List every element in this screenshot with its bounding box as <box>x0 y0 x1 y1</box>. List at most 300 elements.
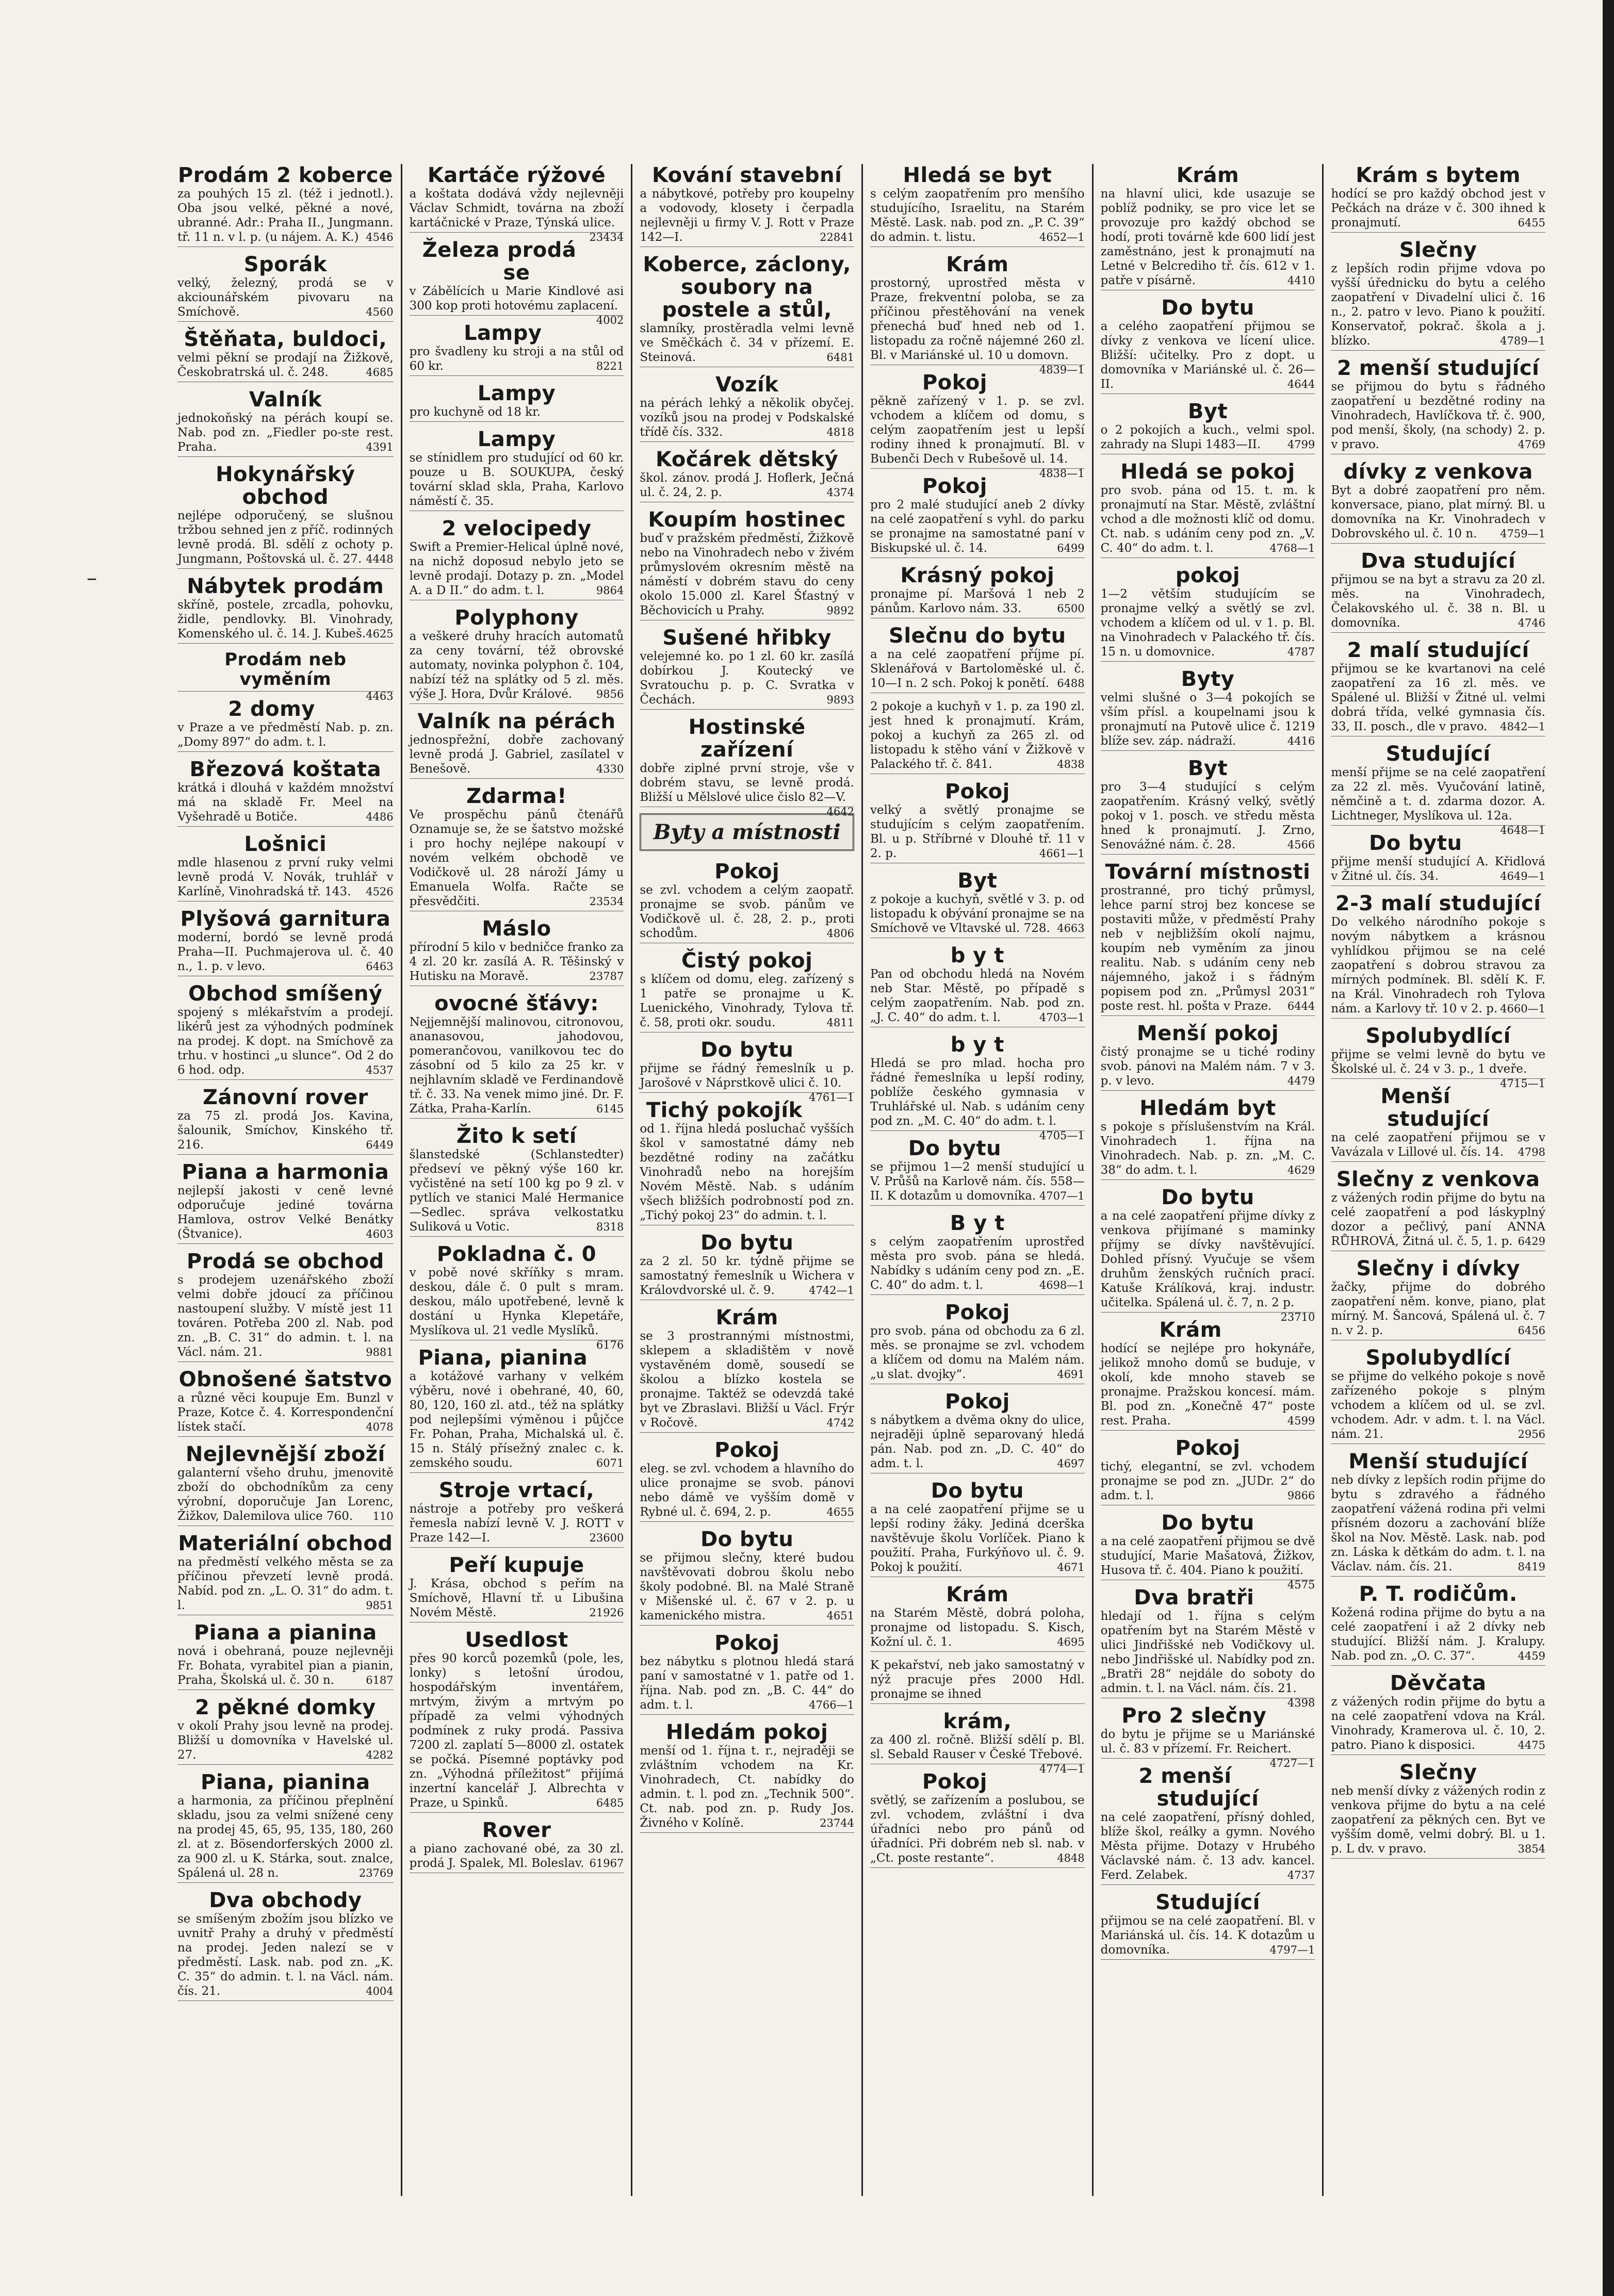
ad-body <box>1331 1130 1545 1162</box>
classified-ad <box>1101 400 1315 454</box>
ad-number: 6463 <box>366 960 394 973</box>
ad-text: J. Krása, obchod s peřím na Smíchově, Hlavní tř. u Libušina Novém Městě. <box>409 1577 624 1619</box>
classified-ad <box>640 1306 854 1433</box>
ad-body <box>640 883 854 943</box>
ad-number: 9864 <box>596 584 624 597</box>
ad-body <box>1101 1914 1315 1960</box>
ad-body <box>177 411 394 457</box>
ad-body <box>410 1842 624 1873</box>
ad-body <box>410 451 624 511</box>
classified-ad <box>1101 668 1315 751</box>
ad-text: z vážených rodin přijme do bytu na celé zaopatření a pod láskyplný dozor a pečlivý, paní ANNA RŮHROVÁ, Žitná ul. č. 5, 1. p. <box>1331 1191 1545 1248</box>
ad-number: 6176 <box>596 1339 624 1351</box>
ad-heading: Spolubydlící <box>1365 1346 1511 1370</box>
ad-number: 4660—1 <box>1500 1003 1545 1015</box>
ad-number: 4811 <box>826 1016 854 1029</box>
classified-ad <box>640 1099 854 1225</box>
ad-text: a celého zaopatření přijmou se dívky z venkova ve lícení ulice. Bližší: učitelky. Pro z dopt. u domovníka v Mariánské ul. č. 26—II. <box>1100 320 1315 391</box>
ad-text: a na celé zaopatření přijmou se dvě studující, Marie Mašatová, Žižkov, Husova tř. č. 404. Piano k použití. <box>1100 1535 1315 1577</box>
classified-ad <box>177 1250 394 1362</box>
classified-ad <box>410 1125 624 1237</box>
ad-body <box>410 1369 624 1473</box>
ad-text: do bytu je přijme se u Mariánské ul. č. 83 v přízemí. Fr. Reichert. <box>1100 1728 1315 1756</box>
ad-heading: Rover <box>482 1818 551 1842</box>
ad-number: 4789—1 <box>1500 335 1545 347</box>
ad-body <box>1100 1609 1315 1709</box>
ad-text: z lepších rodin přijme vdova po vyšší úřednicku do bytu a celého zaopatření v Divadelní ulici č. 16 n., 2. patro v levo. Piano k použití. Konservatoř, pokrač. škola a j. blízko. <box>1331 262 1545 348</box>
classified-ad <box>640 509 854 620</box>
ad-number: 4330 <box>596 763 624 775</box>
ad-number: 4685 <box>366 366 394 379</box>
classified-ad <box>177 1889 394 2001</box>
ad-heading: Polyphony <box>454 606 579 630</box>
ad-heading: Žito k setí <box>456 1124 577 1148</box>
ad-body <box>640 1122 854 1225</box>
ad-heading: Byt <box>1187 400 1228 423</box>
classified-ad <box>177 833 394 901</box>
classified-ad <box>640 1528 854 1626</box>
ad-number: 4799 <box>1287 438 1315 451</box>
classified-ad <box>177 328 394 382</box>
classified-ad <box>1101 1097 1315 1180</box>
ad-body <box>640 761 854 818</box>
classified-ad <box>870 625 1085 693</box>
ad-heading: krám, <box>943 1710 1012 1733</box>
ad-body <box>1101 483 1315 558</box>
ad-heading: Menší pokoj <box>1136 1022 1279 1045</box>
ad-body <box>1331 662 1545 736</box>
ad-body <box>870 1324 1085 1384</box>
ad-text: velmi slušné o 3—4 pokojích se vším přísl. a koupelnami jsou k pronajmutí na Putově ulice č. 1219 blíže sev. záp. nádraží. <box>1100 691 1315 748</box>
classified-ad <box>640 715 854 818</box>
ad-heading: Koberce, záclony, soubory na postele a stůl, <box>643 253 851 322</box>
ad-body <box>410 629 624 704</box>
ad-heading: Sporák <box>243 253 327 276</box>
ad-heading: Do bytu <box>1161 1186 1254 1209</box>
ad-heading: Kočárek dětský <box>656 448 839 471</box>
ad-heading: Pokoj <box>922 474 987 498</box>
ad-number: 4806 <box>826 927 854 940</box>
ad-body <box>410 345 624 376</box>
ad-heading: Prodám neb vyměním <box>224 649 347 690</box>
ad-text: K pekařství, neb jako samostatný v nýž pracuje přes 2000 Hdl. pronajme se ihned <box>870 1659 1085 1701</box>
ad-text: přijmou se na byt a stravu za 20 zl. měs. na Vinohradech, Čelakovského ul. č. 38 n. Bl. u domovníka. <box>1331 573 1545 630</box>
ad-body <box>177 351 394 382</box>
classified-ad <box>1331 1347 1545 1444</box>
ad-number: 4374 <box>826 486 854 499</box>
classified-ad <box>870 371 1085 480</box>
ad-text: za 400 zl. ročně. Bližší sdělí p. Bl. sl. Sebald Rauser v České Třebové. <box>870 1733 1085 1761</box>
ad-number: 4671 <box>1057 1561 1085 1573</box>
ad-body <box>1331 572 1545 633</box>
ad-text: přijme se velmi levně do bytu ve Školské ul. č. 24 v 3. p., 1 dveře. <box>1331 1048 1545 1076</box>
classified-ad <box>410 1554 624 1622</box>
ad-heading: Do bytu <box>700 1038 794 1062</box>
ad-text: se smíšeným zbožím jsou blízko ve uvnitř Prahy a druhý v předměstí na prodej. Jeden nalezí se v předměstí. Lask. nab. pod zn. „K. C. 35“ do admin. t. l. na Václ. nám. čís. 21. <box>177 1912 394 1998</box>
ad-body <box>410 733 624 779</box>
ad-heading: dívky z venkova <box>1343 460 1533 484</box>
ad-text: Pan od obchodu hledá na Novém neb Star. Městě, po případě s celým zaopatřením. Nab. pod zn. „J. C. 40“ do adm. t. l. <box>870 967 1085 1024</box>
ad-text: krátká i dlouhá v každém množství má na skladě Fr. Meel na Vyšehradě u Botiče. <box>177 781 394 824</box>
classified-ad <box>1331 461 1545 544</box>
ad-number: 4078 <box>366 1421 394 1433</box>
ad-text: se přijme do velkého pokoje s nově zařízeného pokoje s plným vchodem a klíčem od ul. se zvl. vchodem. Adr. v adm. t. l. na Václ. nám. 21. <box>1331 1370 1545 1441</box>
ad-body <box>870 1606 1085 1652</box>
ad-text: nejlépe odporučený, se slušnou tržbou sehned jen z příč. rodinných levně prodá. Bl. sdělí z ochoty p. Jungmann, Poštovská ul. č. 27. <box>177 509 394 566</box>
classified-ad <box>870 1710 1085 1775</box>
ad-number: 4410 <box>1287 274 1315 287</box>
ad-number: 23600 <box>589 1532 624 1544</box>
classified-ad <box>1101 1765 1315 1885</box>
ad-text: hledají od 1. října s celým opatřením byt na Starém Městě v ulici Jindřišské neb Vodičkovy ul. nebo Jindřišské ul. Nabídky pod zn. „Bratři 28“ nejdále do soboty do admin. t. l. na Václ. nám. čís. 21. <box>1100 1610 1315 1695</box>
ad-heading: Do bytu <box>700 1231 794 1255</box>
ad-number: 4759—1 <box>1500 528 1545 540</box>
ad-heading: Lampy <box>477 382 556 405</box>
ad-text: a na celé zaopatření přijme se u lepší rodiny žáky. Jediná dcerška navštěvuje školu Vorlíček. Piano k použití. Praha, Furkýňovo ul. č. 9. Pokoj k použití. <box>870 1503 1085 1574</box>
ad-text: žačky, přijme do dobrého zaopatření něm. konve, piano, plat mírný. M. Šancová, Spálená ul. č. 7 n. v 2. p. <box>1331 1281 1545 1337</box>
ad-text: s pokoje s příslušenstvím na Král. Vinohradech 1. října na Vinohradech. Nab. p. zn. „M. C. 38“ do adm. t. l. <box>1100 1120 1315 1177</box>
classified-ad <box>870 1658 1085 1704</box>
ad-heading: Štěňata, buldoci, <box>184 327 387 351</box>
classified-ad <box>177 758 394 827</box>
ad-heading: Hledám byt <box>1139 1096 1276 1120</box>
classified-ad <box>640 1439 854 1522</box>
ad-text: s prodejem uzenářského zboží velmi dobře jdoucí za příčinou nastoupení služby. V místě jest 11 továren. Potřeba 200 zl. Nab. pod zn. „B. C. 31“ do admin. t. l. na Václ. nám. 21. <box>177 1273 394 1359</box>
column-3 <box>631 164 861 2196</box>
classified-ad <box>177 982 394 1080</box>
classified-ad <box>1101 1022 1315 1091</box>
classified-ad <box>640 373 854 442</box>
ad-heading: b y t <box>950 1033 1004 1057</box>
ad-number: 4486 <box>366 811 394 823</box>
ad-heading: 2-3 malí studující <box>1335 892 1541 915</box>
ad-text: Nejjemnější malinovou, citronovou, ananasovou, jahodovou, pomerančovou, vanilkovou tec do zásobní od 5 kilo za 25 kr. v nejhlavním skladě ve Ferdinandově tř. č. 33. Na venek mimo jiné. Dr. F. Zátka, Praha-Karlín. <box>409 1015 624 1116</box>
ad-body <box>640 321 854 367</box>
ad-number: 4416 <box>1287 735 1315 747</box>
ad-text: a na celé zaopatření příjme pí. Sklenářová v Bartoloměské ul. č. 10—I n. 2 sch. Pokoj k ponětí. <box>870 648 1085 690</box>
ad-heading: Krám s bytem <box>1356 164 1521 187</box>
ad-heading: Slečny <box>1399 1761 1477 1784</box>
ad-body <box>177 1794 394 1883</box>
ad-heading: Pokoj <box>714 860 780 883</box>
ad-body <box>870 803 1085 863</box>
classified-ad <box>1331 1257 1545 1340</box>
ad-text: jednospřežní, dobře zachovaný levně prodá J. Gabriel, zasílatel v Benešově. <box>409 733 624 776</box>
ad-number: 6449 <box>366 1139 394 1151</box>
ad-body <box>870 1733 1085 1775</box>
ad-heading: Piana, pianina <box>418 1346 588 1370</box>
classified-ad <box>1100 1704 1315 1769</box>
ad-text: přijmou se ke kvartanovi na celé zaopatření za 16 zl. měs. ve Spálené ul. Bližší v Žitné ul. velmi dobrá třída, velké gymnasia čís. 33, II. posch., dle v pravo. <box>1331 662 1545 733</box>
classified-ad <box>1101 461 1315 558</box>
classified-ad <box>410 1479 624 1548</box>
ad-body <box>1100 1209 1315 1323</box>
ad-heading: Slečny z venkova <box>1336 1168 1540 1191</box>
ad-text: a nábytkové, potřeby pro koupelny a vodovody, klosety i čerpadla nejlevněji u firmy V. J. Rott v Praze 142—I. <box>640 187 854 244</box>
ad-text: v Praze a ve předměstí Nab. p. zn. „Domy 897“ do adm. t. l. <box>177 721 394 749</box>
ad-text: s nábytkem a dvěma okny do ulice, nejraději úplně separovaný hledá pán. Nab. pod zn. „D. C. 40“ do adm. t. l. <box>870 1414 1085 1470</box>
ad-number: 110 <box>372 1510 394 1522</box>
ad-body <box>1101 587 1315 662</box>
ad-body <box>410 940 624 986</box>
classified-ad <box>410 710 624 779</box>
ad-number: 4526 <box>366 885 394 898</box>
ad-body <box>640 396 854 442</box>
classified-ad <box>177 1161 394 1244</box>
ad-heading: Zdarma! <box>466 784 567 808</box>
ad-number: 8318 <box>596 1221 624 1233</box>
ad-body <box>410 1015 624 1119</box>
ad-heading: Děvčata <box>1390 1671 1487 1695</box>
ad-heading: Pokoj <box>1175 1436 1241 1460</box>
ad-heading: Studující <box>1385 742 1491 766</box>
ad-number: 4695 <box>1057 1636 1085 1648</box>
ad-heading: Obnošené šatstvo <box>178 1368 393 1391</box>
ad-number: 6187 <box>366 1674 394 1686</box>
ad-body <box>1331 765 1545 837</box>
ad-number: 22841 <box>820 231 854 243</box>
ad-body <box>410 540 624 600</box>
ad-text: s klíčem od domu, eleg. zařízený s 1 patře se pronajme u K. Luenického, Vinohrady, Tylova tř. č. 58, proti okr. soudu. <box>640 973 854 1029</box>
ad-heading: Krám <box>715 1306 778 1330</box>
ad-heading: Dva studující <box>1361 549 1516 573</box>
ad-text: v okolí Prahy jsou levně na prodej. Bližší u domovníka v Havelské ul. 27. <box>177 1719 394 1762</box>
ad-text: neb menší dívky z vážených rodin z venkova přijme do bytu a na celé zaopatření za pěkných cen. Byt ve vyšším domě, velmi dobrý. Bl. u 1. p. L dv. v pravo. <box>1331 1784 1545 1856</box>
ad-number: 4707—1 <box>1039 1190 1085 1202</box>
ad-text: dobře ziplné první stroje, vše v dobrém stavu, se levně prodá. Bližší u Mělslové ulice čislo 82—V. <box>640 762 854 804</box>
ad-text: slamníky, prostěradla velmi levně ve Směčkách č. 34 v přízemí. E. Steinová. <box>640 322 854 364</box>
ad-number: 4769 <box>1518 438 1545 451</box>
classified-ad <box>870 1390 1085 1473</box>
ad-number: 4448 <box>366 553 394 565</box>
ad-body <box>177 1273 394 1362</box>
classified-ad <box>870 1480 1085 1577</box>
ad-body <box>177 720 394 752</box>
ad-text: menší přijme se na celé zaopatření za 22 zl. měs. Vyučování latině, němčině a t. d. zdarma dozor. A. Lichtneger, Myslíkova ul. 12a. <box>1331 766 1545 823</box>
classified-ad <box>870 475 1085 558</box>
ad-text: Hledá se pro mlad. hocha pro řádné řemeslníka u lepší rodiny, poblíže českého gymnasia v Truhlářské ul. Nab. s udáním ceny pod zn. „M. C. 40“ do adm. t. l. <box>870 1057 1085 1128</box>
ad-heading: B y t <box>950 1211 1005 1235</box>
ad-heading: Studující <box>1155 1891 1260 1914</box>
margin-mark: – <box>87 566 97 590</box>
ad-heading: Usedlost <box>465 1628 568 1652</box>
ad-body <box>1100 1534 1315 1591</box>
ad-body <box>870 587 1085 618</box>
ad-number: 4479 <box>1287 1075 1315 1087</box>
ad-heading: Krám <box>946 1583 1009 1606</box>
ad-text: se zvl. vchodem a celým zaopatř. pronajme se svob. pánům ve Vodičkově ul. č. 28, 2. p., proti schodům. <box>640 883 854 940</box>
ad-text: buď v pražském předměstí, Žižkově nebo na Vinohradech nebo v živém průmyslovém okresním městě na náměstí v dobrém stavu do ceny okolo 15.000 zl. Karel Šťastný v Běchovicích u Prahy. <box>640 532 854 617</box>
ad-heading: Pokoj <box>944 780 1010 803</box>
ad-heading: Dva obchody <box>209 1889 362 1912</box>
ad-heading: Pokoj <box>922 371 987 395</box>
ad-text: tichý, elegantní, se zvl. vchodem pronajme se pod zn. „JUDr. 2“ do adm. t. l. <box>1100 1460 1315 1502</box>
ad-body <box>1101 1045 1315 1091</box>
classified-ad <box>177 164 394 247</box>
ad-number: 4691 <box>1057 1368 1085 1381</box>
column-4 <box>861 164 1092 2196</box>
ad-number: 4642 <box>826 806 854 818</box>
ad-body <box>870 276 1085 376</box>
classified-ad <box>177 1621 394 1690</box>
ad-text: hodící se nejlépe pro hokynáře, jelikož mnoho domů se buduje, v okolí, kde mnoho staveb se pronajme. Pražskou koncesí. mám. Bl. pod zn. „Konečně 47“ poste rest. Praha. <box>1100 1342 1315 1428</box>
ad-heading: Piana a pianina <box>193 1621 377 1645</box>
ad-body <box>1331 915 1545 1019</box>
ad-text: nejlepší jakosti v ceně levné odporučuje jediné továrna Hamlova, ostrov Velké Benátky (Štvanice). <box>177 1184 394 1241</box>
ad-text: pro kuchyně od 18 kr. <box>409 405 541 419</box>
ad-number: 4575 <box>1287 1579 1315 1591</box>
ad-body <box>177 1466 394 1526</box>
ad-heading: Menší studující <box>1380 1085 1490 1131</box>
classified-ad <box>870 870 1085 938</box>
ad-heading: Hledá se pokoj <box>1120 460 1295 484</box>
ad-body <box>870 1056 1085 1142</box>
ad-heading: 2 velocipedy <box>442 517 592 540</box>
ad-body <box>177 1555 394 1615</box>
ad-body <box>177 781 394 827</box>
classified-ad <box>1100 1511 1315 1591</box>
ad-number: 4560 <box>366 306 394 318</box>
ad-heading: Zánovní rover <box>202 1086 368 1109</box>
classified-ad <box>1101 757 1315 855</box>
ad-heading: Lampy <box>477 428 556 451</box>
ad-heading: Krásný pokoj <box>900 564 1055 587</box>
ad-heading: Lampy <box>464 321 542 345</box>
ad-text: eleg. se zvl. vchodem a hlavního do ulice pronajme se svob. pánovi nebo dámě ve vyšším domě v Rybné ul. č. 694, 2. p. <box>640 1462 854 1519</box>
ad-heading: Kování stavební <box>651 164 842 187</box>
ad-body <box>870 1413 1085 1473</box>
classified-ad <box>410 606 624 704</box>
ad-heading: Do bytu <box>1369 831 1462 855</box>
ad-text: z pokoje a kuchyň, světlé v 3. p. od listopadu k obývání pronajme se na Smíchově ve Vltavské ul. 728. <box>870 893 1085 935</box>
ad-text: se stínidlem pro studující od 60 kr. pouze u B. SOUKUPA, český tovární sklad skla, Praha, Karlovo náměstí č. 35. <box>409 451 624 508</box>
ad-body <box>1331 1695 1545 1755</box>
ad-text: velejemné ko. po 1 zl. 60 kr. zasílá dobírkou J. Koutecký ve Svratouchu p. p. C. Svratka v Čechách. <box>640 650 854 707</box>
ad-heading: Koupím hostinec <box>648 508 846 532</box>
ad-text: přes 90 korců pozemků (pole, les, lonky) s letošní úrodou, hospodářským inventářem, mrtvým, živým a mrtvým po případě za velmi výhodných podmínek z ruky prodá. Passiva 7200 zl. zaplatí 5—8000 zl. ostatek se počká. Písemné poptávky pod zn. „Výhodná příležitost“ přijímá inzertní kancelář J. Albrechta v Praze, u Spinků. <box>409 1652 624 1810</box>
classified-ad <box>177 1368 394 1437</box>
ad-text: a veškeré druhy hracích automatů za ceny tovární, též obrovské automaty, novinka polyphon č. 104, nabízí též na splátky od 5 zl. měs. výše J. Hora, Dvůr Králové. <box>409 630 624 701</box>
ad-text: velmi pěkní se prodají na Žižkově, Českobratrská ul. č. 248. <box>177 351 394 379</box>
ad-heading: pokoj <box>1175 564 1241 587</box>
ad-body <box>870 892 1085 938</box>
classified-ad <box>1331 832 1545 886</box>
classified-ad <box>1331 1672 1545 1755</box>
classified-ad <box>177 253 394 322</box>
ad-body <box>640 1254 854 1300</box>
ad-heading: 2 domy <box>228 697 315 721</box>
ad-text: pro 2 malé studující aneb 2 dívky na celé zaopatření s vyhl. do parku se pronajme na samostatné paní v Biskupské ul. č. 14. <box>870 498 1085 555</box>
ad-heading: Byty <box>1181 667 1235 691</box>
ad-body <box>1331 261 1545 351</box>
ad-body <box>177 1644 394 1690</box>
ad-body <box>1331 187 1545 233</box>
classified-ad <box>177 388 394 457</box>
ad-number: 6456 <box>1518 1324 1545 1337</box>
ad-body <box>640 972 854 1032</box>
ad-heading: 2 pěkné domky <box>195 1696 376 1719</box>
ad-text: světlý, se zařízením a poslubou, se zvl. vchodem, zvláštní i dva úřadníci nebo pro pánů od úřadníci. Při dobrém neb sl. nab. v „Ct. poste restante“. <box>870 1794 1085 1865</box>
classified-ad <box>640 1632 854 1715</box>
ad-text: prostranné, pro tichý průmysl, lehce parní stroj bez koncese se postaviti může, v předměstí Prahy neb v nejbližším okolí najmu, koupím neb vyměním za jinou realitu. Nab. s udáním ceny neb nájemného, jakož i s řádným popisem pod zn. „Průmysl 2031“ poste rest. hl. pošta v Praze. <box>1100 884 1315 1013</box>
ad-number: 4703—1 <box>1039 1011 1085 1024</box>
classified-ad <box>1101 1319 1315 1431</box>
ad-text: Do velkého národního pokoje s novým nábytkem a krásnou vyhlídkou přijmou se na celé zaopatření s dobrou stravou za mírných podmínek. Bl. sdělí K. F. na Král. Vinohradech roh Tylova nám. a Karlovy tř. 10 v 2. p. <box>1331 915 1545 1015</box>
ad-text: 1—2 větším studujícím se pronajme velký a světlý se zvl. vchodem a klíčem od ul. v 1. p. Bl. na Vinohradech v Palackého tř. čís. 15 n. u domovnice. <box>1100 587 1315 659</box>
ad-text: od 1. října hledá posluchač vyšších škol v samostatné dámy neb bezdětné rodiny na začátku Vinohradů nebo na horejším Novém Městě. Nab. s udáním všech bližších podrobností pod zn. „Tichý pokoj 23“ do admin. t. l. <box>640 1122 854 1222</box>
ad-body <box>640 531 854 620</box>
ad-number: 4655 <box>826 1506 854 1518</box>
classified-ad <box>640 253 854 367</box>
ad-body <box>1101 883 1315 1016</box>
ad-text: na pérách lehký a několik obyčej. vozíků jsou na prodej v Podskalské třídě čís. 332. <box>640 397 854 439</box>
ad-text: pronajme pí. Maršová 1 neb 2 pánům. Karlovo nám. 33. <box>870 587 1085 615</box>
ad-text: pro švadleny ku stroji a na stůl od 60 kr. <box>409 345 624 373</box>
classified-ad <box>410 785 624 911</box>
ad-body <box>870 187 1085 247</box>
classified-ad <box>870 1137 1085 1206</box>
classified-ad <box>1331 892 1545 1019</box>
ad-heading: Valník <box>249 388 322 412</box>
ad-heading: ovocné šťávy: <box>434 992 599 1015</box>
ad-number: 6499 <box>1057 542 1085 554</box>
ad-body <box>177 1912 394 2001</box>
classified-ad <box>870 944 1085 1027</box>
ad-number: 6455 <box>1518 217 1545 229</box>
ad-text: na předměstí velkého města se za příčinou převzetí levně prodá. Nabíd. pod zn. „L. O. 31“ do adm. t. l. <box>177 1555 394 1612</box>
ad-text: na celé zaopatření přijmou se v Vavázala v Lillové ul. čís. 14. <box>1331 1131 1545 1159</box>
ad-body <box>410 1502 624 1548</box>
classified-ad <box>870 1301 1085 1384</box>
ad-body <box>870 1502 1085 1577</box>
ad-heading: Menší studující <box>1348 1450 1528 1473</box>
ad-number: 4282 <box>366 1749 394 1761</box>
ad-body <box>870 1658 1085 1704</box>
ad-body <box>640 1654 854 1715</box>
ad-heading: 2 menší studující <box>1336 356 1540 380</box>
ad-body <box>177 856 394 901</box>
ad-number: 4459 <box>1518 1650 1545 1662</box>
ad-text: se přijmou do bytu s řádného zaopatření u bezdětné rodiny na Vinohradech, Havlíčkova tř. č. 900, pod menší, školy, (na schody) 2. p. v pravo. <box>1331 380 1545 451</box>
ad-body <box>1101 187 1315 290</box>
ad-number: 4742—1 <box>809 1284 854 1297</box>
classified-ad <box>640 448 854 502</box>
classified-ad <box>640 860 854 943</box>
classified-ad <box>640 1232 854 1300</box>
classified-ad <box>640 949 854 1032</box>
ad-body <box>177 1184 394 1244</box>
ad-number: 4798 <box>1518 1146 1545 1158</box>
ad-heading: Vozík <box>715 373 779 397</box>
column-2 <box>401 164 631 2196</box>
ad-text: škol. zánov. prodá J. Hoflerk, Ječná ul. č. 24, 2. p. <box>640 471 854 499</box>
classified-ad <box>177 908 394 976</box>
ad-text: spojený s mlékařstvím a prodejí. likérů jest za výhodných podmínek na prodej. K dopt. na Smíchově za trhu. v hostinci „u slunce“. Od 2 do 6 hod. odp. <box>177 1006 394 1077</box>
ad-number: 9851 <box>366 1599 394 1612</box>
ad-heading: Piana, pianina <box>201 1770 370 1794</box>
ad-heading: Pro 2 slečny <box>1121 1704 1267 1728</box>
classified-ad <box>410 517 624 600</box>
ad-heading: Krám <box>1159 1318 1222 1342</box>
classified-ad <box>410 992 624 1119</box>
ad-heading: Hledám pokoj <box>665 1720 828 1744</box>
ad-number: 4839—1 <box>1039 364 1085 376</box>
ad-body <box>177 1109 394 1155</box>
ad-text: Byt a dobré zaopatření pro něm. konversace, piano, plat mírný. Bl. u domovníka na Kr. Vinohradech v Dobrovského ul. č. 10 n. <box>1331 484 1545 540</box>
ad-text: galanterní všeho druhu, jmenovitě zboží do obchodníkům za ceny výrobní, doporučuje Jan Lorenc, Žižkov, Dalemilova ulice 760. <box>177 1466 394 1523</box>
classified-ad <box>177 1443 394 1526</box>
ad-text: skříně, postele, zrcadla, pohovku, židle, pendlovky. Bl. Vinohrady, Komenského ul. č. 14. J. Kubeš. <box>177 598 394 641</box>
